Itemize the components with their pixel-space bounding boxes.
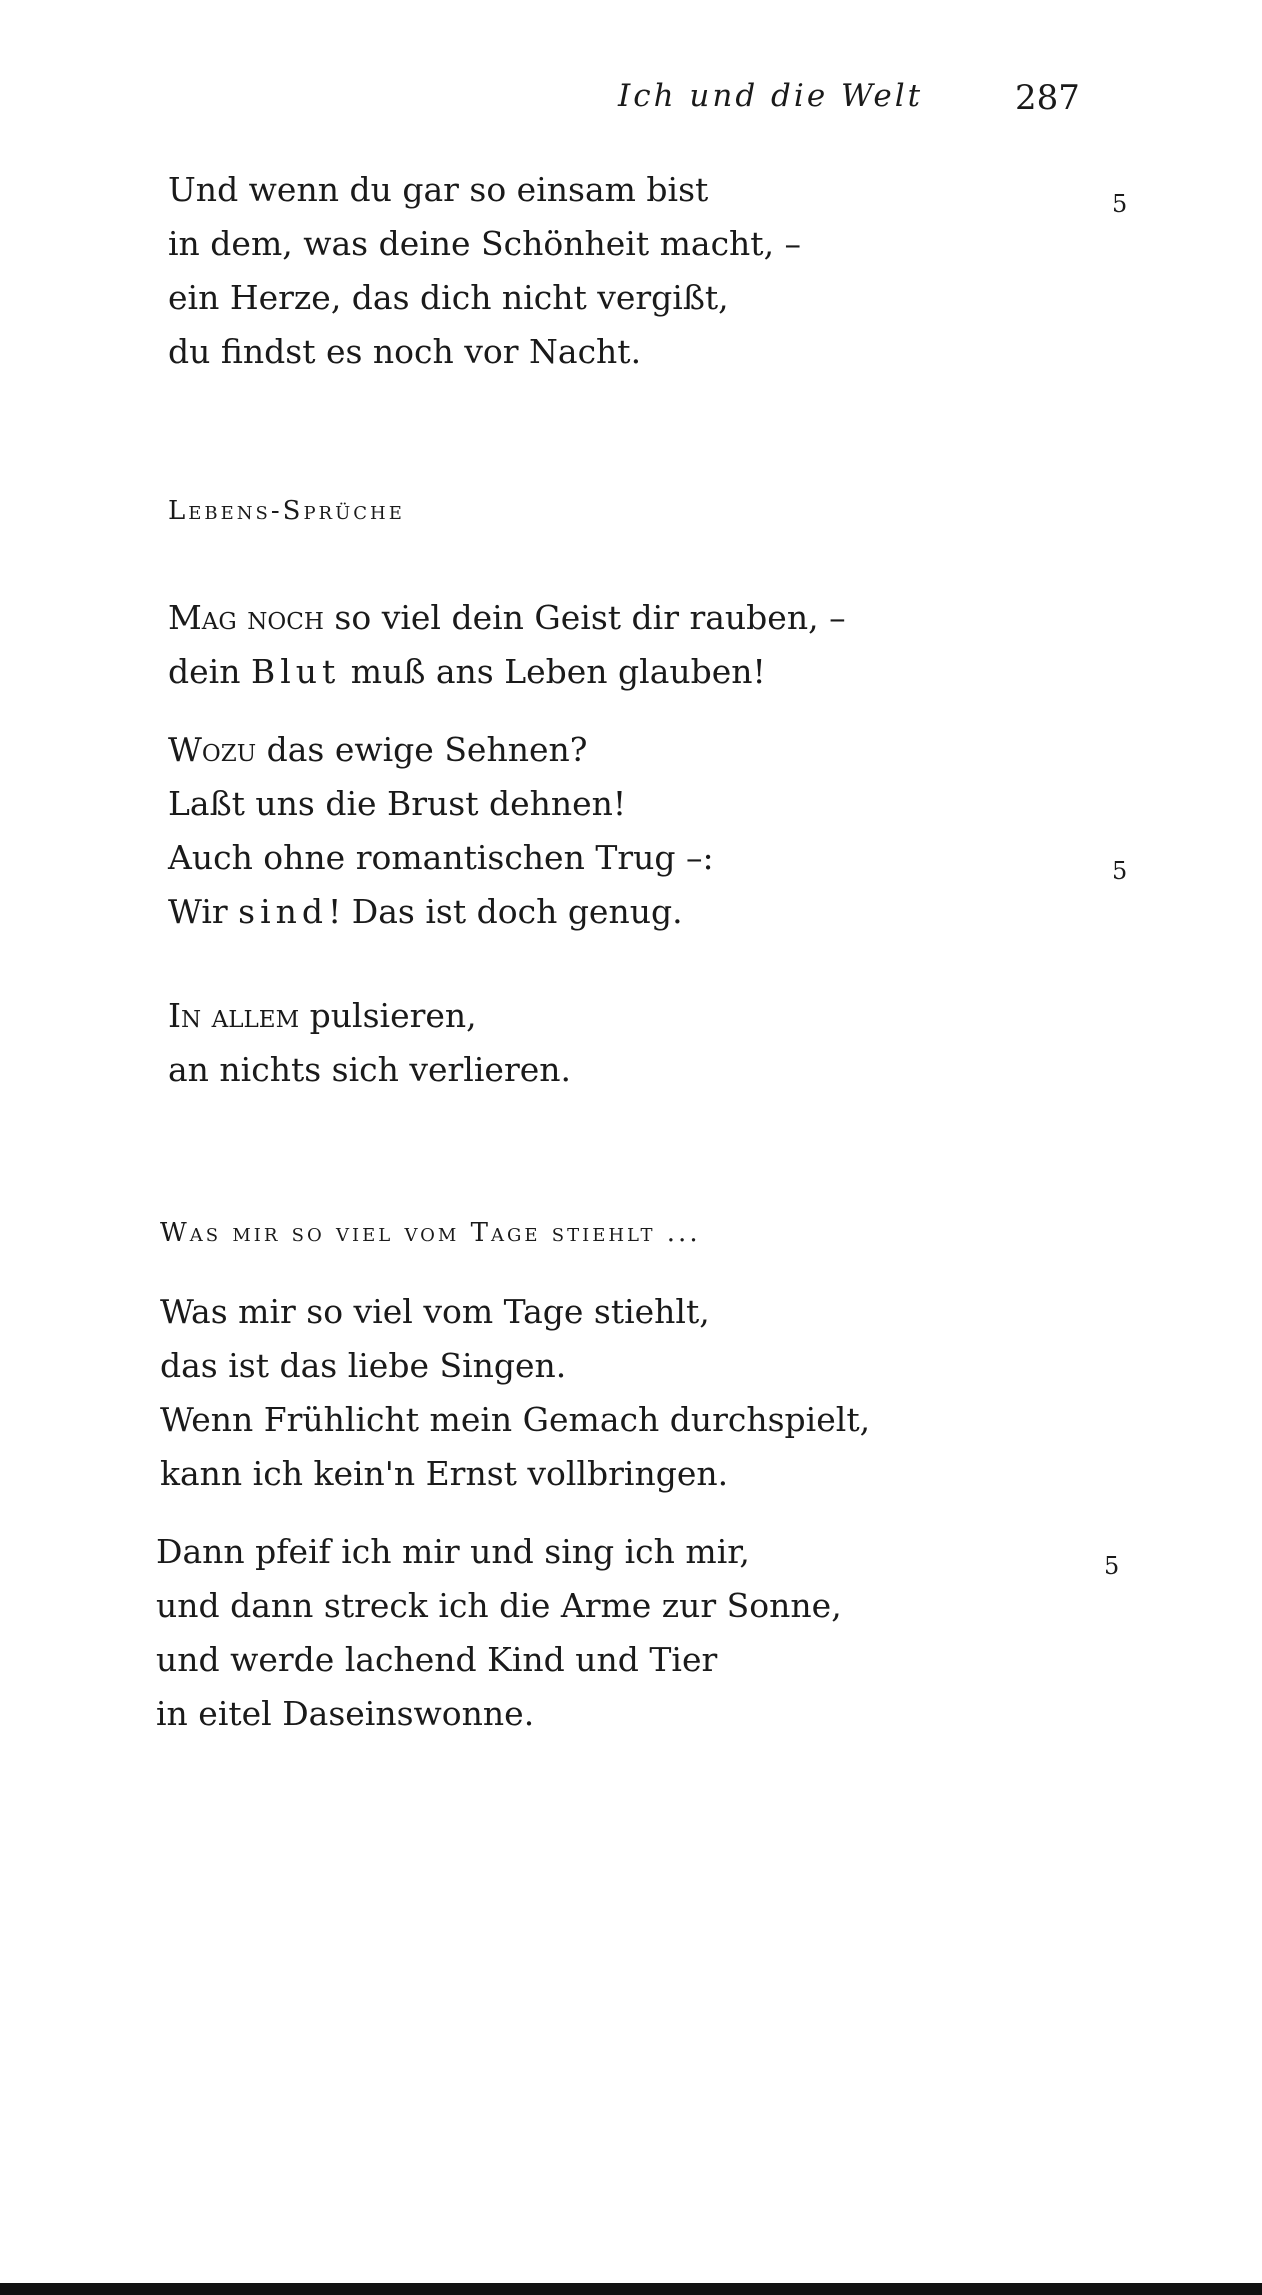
line-lead-small-caps: Mag noch: [168, 598, 324, 637]
emphasized-word: Blut: [250, 652, 341, 691]
poem-line: Wenn Frühlicht mein Gemach durchspielt,: [160, 1400, 871, 1439]
poem-line: [168, 996, 477, 1036]
running-header-title: Ich und die Welt: [618, 78, 924, 114]
line-number: 5: [1104, 1552, 1120, 1580]
poem-line: Und wenn du gar so einsam bist: [168, 170, 709, 209]
emphasized-word: sind: [238, 892, 329, 931]
line-text: Wir: [168, 892, 239, 931]
poem-line: das ist das liebe Singen.: [160, 1346, 567, 1385]
page-number: 287: [1015, 78, 1080, 118]
scan-bottom-edge: [0, 2283, 1262, 2295]
poem-line: [168, 652, 766, 692]
poem-line: und dann streck ich die Arme zur Sonne,: [156, 1586, 842, 1625]
poem-title: Was mir so viel vom Tage stiehlt ...: [160, 1218, 701, 1248]
line-text: pulsieren,: [299, 996, 477, 1035]
poem-line: [168, 730, 587, 770]
line-text: dein: [168, 652, 251, 691]
poem-title: Lebens-Sprüche: [168, 496, 405, 526]
poem-line: Laßt uns die Brust dehnen!: [168, 784, 627, 823]
poem-line: in dem, was deine Schönheit macht, –: [168, 224, 802, 263]
poem-line: Dann pfeif ich mir und sing ich mir,: [156, 1532, 750, 1571]
poem-line: Was mir so viel vom Tage stiehlt,: [160, 1292, 710, 1331]
line-text: so viel dein Geist dir rauben, –: [323, 598, 846, 637]
line-text: ! Das ist doch genug.: [328, 892, 683, 931]
poem-line: in eitel Daseinswonne.: [156, 1694, 535, 1733]
line-number: 5: [1112, 190, 1128, 218]
line-lead-small-caps: Wozu: [168, 730, 257, 769]
poem-line: an nichts sich verlieren.: [168, 1050, 571, 1089]
poem-line: kann ich kein'n Ernst vollbringen.: [160, 1454, 729, 1493]
line-lead-small-caps: In allem: [168, 996, 300, 1035]
line-number: 5: [1112, 857, 1128, 885]
poem-line: Auch ohne romantischen Trug –:: [168, 838, 714, 877]
poem-line: du findst es noch vor Nacht.: [168, 332, 642, 371]
line-text: muß ans Leben glauben!: [340, 652, 766, 691]
line-text: das ewige Sehnen?: [256, 730, 588, 769]
poem-line: [168, 598, 846, 638]
poem-line: und werde lachend Kind und Tier: [156, 1640, 718, 1679]
poem-line: ein Herze, das dich nicht vergißt,: [168, 278, 729, 317]
poem-line: [168, 892, 683, 932]
